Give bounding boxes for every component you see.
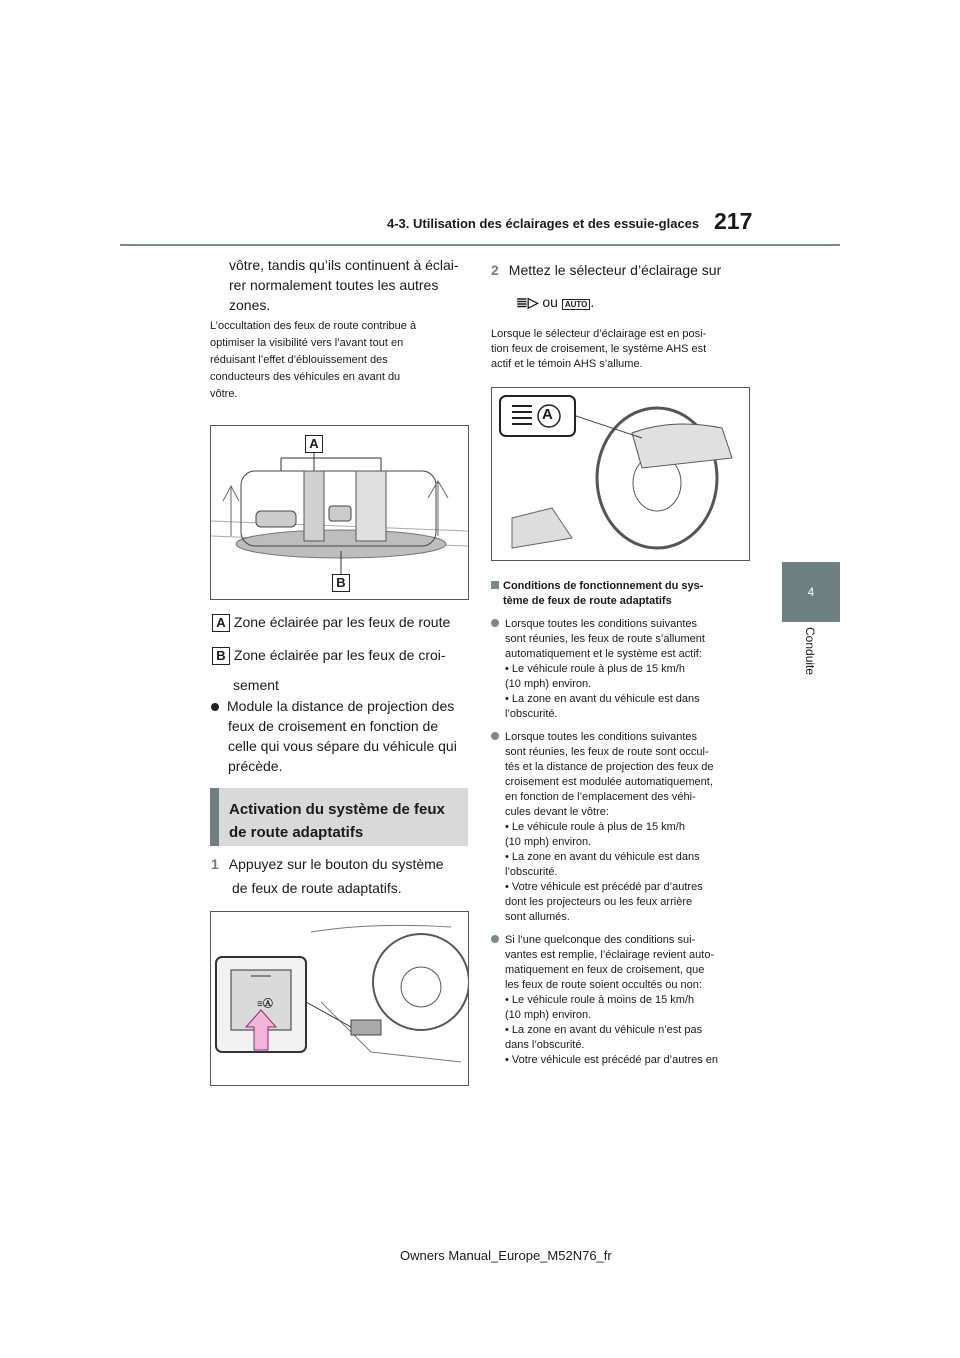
chapter-label-text: Conduite <box>803 627 817 676</box>
ahs-indicator-illustration <box>492 388 749 560</box>
section-heading-line: de route adaptatifs <box>229 824 364 841</box>
bullet-dot <box>211 703 219 711</box>
condition-line: sont réunies, les feux de route s’allument <box>505 633 705 645</box>
condition-line: automatiquement et le système est actif: <box>505 648 702 660</box>
condition-block-1 <box>491 617 771 722</box>
condition-line: Si l’une quelconque des conditions sui- <box>505 934 696 946</box>
footer-text: Owners Manual_Europe_M52N76_fr <box>400 1248 612 1263</box>
condition-line: • Le véhicule roule à plus de 15 km/h <box>505 663 685 675</box>
note-line: L’occultation des feux de route contribue à <box>210 320 417 332</box>
section-title: 4-3. Utilisation des éclairages et des essuie-glaces <box>387 216 700 231</box>
condition-line: l’obscurité. <box>505 866 558 878</box>
legend-b-text: Zone éclairée par les feux de croi- <box>233 647 446 663</box>
condition-line: en fonction de l’emplacement des véhi- <box>505 791 696 803</box>
condition-line: (10 mph) environ. <box>505 678 592 690</box>
condition-line: croisement est modulée automatiquement, <box>505 776 713 788</box>
ahs-button-icon: ≡Ⓐ <box>257 999 273 1010</box>
chapter-tab: 4 <box>782 562 840 622</box>
note-line: tion feux de croisement, le système AHS est <box>491 343 707 355</box>
low-beam-icon: ≣▷ <box>516 294 539 310</box>
header-rule <box>120 244 840 246</box>
intro-line: rer normalement toutes les autres <box>229 277 439 293</box>
ahs-indicator-figure <box>491 387 750 561</box>
condition-bullet <box>491 732 499 740</box>
condition-line: sont allumés. <box>505 911 570 923</box>
legend-a-label: A <box>212 614 230 632</box>
condition-line: • Votre véhicule est précédé par d’autres <box>505 881 703 893</box>
legend-b-label: B <box>212 647 230 665</box>
heading-line: tème de feux de route adaptatifs <box>503 595 672 607</box>
condition-line: Lorsque toutes les conditions suivantes <box>505 618 698 630</box>
auto-icon: AUTO <box>562 299 591 310</box>
section-heading <box>210 788 468 846</box>
step-1 <box>211 854 471 898</box>
condition-line: • La zone en avant du véhicule est dans <box>505 693 700 705</box>
figure-label-a: A <box>305 435 323 453</box>
note-line: optimiser la visibilité vers l’avant tout en <box>210 337 404 349</box>
condition-line: les feux de route soient occultés ou non: <box>505 979 702 991</box>
step-text: Mettez le sélecteur d’éclairage sur <box>508 262 722 278</box>
condition-blocks <box>491 617 771 1076</box>
bullet-line: Module la distance de projection des <box>227 698 455 714</box>
condition-line: (10 mph) environ. <box>505 1009 592 1021</box>
step-number: 2 <box>491 262 499 278</box>
legend-a <box>212 612 472 632</box>
condition-line: • Votre véhicule est précédé par d’autres en <box>505 1054 718 1066</box>
condition-block-2 <box>491 730 771 925</box>
condition-line: sont réunies, les feux de route sont occul- <box>505 746 709 758</box>
ahs-button-illustration <box>211 912 468 1085</box>
condition-line: dont les projecteurs ou les feux arrière <box>505 896 693 908</box>
ahs-button-figure <box>210 911 469 1086</box>
legend-a-text: Zone éclairée par les feux de route <box>233 614 451 630</box>
condition-bullet <box>491 935 499 943</box>
condition-line: dans l’obscurité. <box>505 1039 585 1051</box>
condition-line: • Le véhicule roule à plus de 15 km/h <box>505 821 685 833</box>
bullet-line: celle qui vous sépare du véhicule qui <box>228 738 457 754</box>
note-paragraph <box>210 318 470 403</box>
right-note <box>491 327 771 372</box>
note-line: conducteurs des véhicules en avant du <box>210 371 401 383</box>
page-number: 217 <box>714 208 753 234</box>
intro-line: zones. <box>229 297 271 313</box>
heading-square <box>491 581 499 589</box>
step-text: de feux de route adaptatifs. <box>232 880 402 896</box>
ahs-indicator-label: A <box>542 406 553 423</box>
intro-paragraph <box>229 255 469 315</box>
step-text: Appuyez sur le bouton du système <box>228 856 444 872</box>
chapter-label <box>780 627 840 690</box>
condition-line: • La zone en avant du véhicule est dans <box>505 851 700 863</box>
condition-line: • Le véhicule roule à moins de 15 km/h <box>505 994 695 1006</box>
condition-line: cules devant le vôtre: <box>505 806 609 818</box>
step-number: 1 <box>211 856 219 872</box>
condition-line: vantes est remplie, l’éclairage revient auto- <box>505 949 715 961</box>
figure-label-b: B <box>332 574 350 592</box>
condition-line: Lorsque toutes les conditions suivantes <box>505 731 698 743</box>
legend-b <box>212 645 472 665</box>
condition-line: (10 mph) environ. <box>505 836 592 848</box>
bullet-line: précède. <box>228 758 283 774</box>
step-2-options <box>516 292 594 315</box>
note-line: actif et le témoin AHS s’allume. <box>491 358 643 370</box>
heading-line: Conditions de fonctionnement du sys- <box>503 580 704 592</box>
illumination-figure <box>210 425 469 600</box>
step-end: . <box>590 294 595 310</box>
condition-line: tés et la distance de projection des feux de <box>505 761 714 773</box>
bullet-paragraph <box>211 696 471 776</box>
section-heading-line: Activation du système de feux <box>229 801 445 818</box>
condition-line: l’obscurité. <box>505 708 558 720</box>
condition-bullet <box>491 619 499 627</box>
condition-line: matiquement en feux de croisement, que <box>505 964 705 976</box>
conditions-heading <box>491 579 771 609</box>
note-line: vôtre. <box>210 388 238 400</box>
condition-block-3 <box>491 933 771 1068</box>
bullet-line: feux de croisement en fonction de <box>228 718 439 734</box>
legend-b-text-cont: sement <box>233 677 279 693</box>
or-text: ou <box>542 294 558 310</box>
intro-line: vôtre, tandis qu’ils continuent à éclai- <box>229 257 459 273</box>
note-line: Lorsque le sélecteur d’éclairage est en posi- <box>491 328 707 340</box>
condition-line: • La zone en avant du véhicule n’est pas <box>505 1024 703 1036</box>
step-2 <box>491 260 771 280</box>
note-line: réduisant l’effet d’éblouissement des <box>210 354 388 366</box>
